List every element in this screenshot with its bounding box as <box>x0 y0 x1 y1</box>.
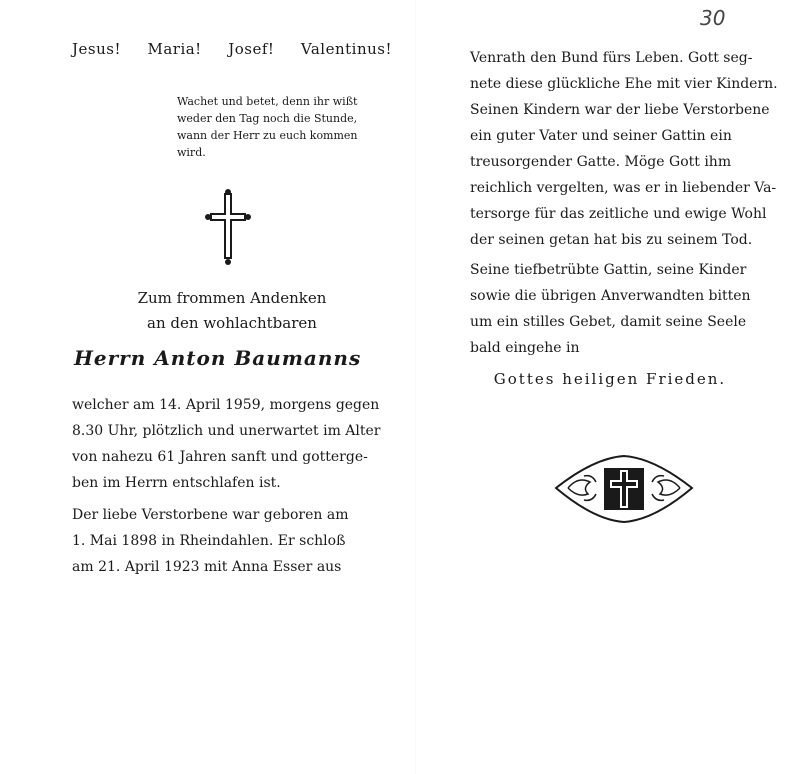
invocation-valentinus: Valentinus! <box>300 40 392 58</box>
cross-icon <box>203 188 253 272</box>
text-line: reichlich vergelten, was er in liebender Va- <box>470 180 777 196</box>
text-line: von nahezu 61 Jahren sanft und gottergе- <box>72 449 368 465</box>
text-line: ben im Herrn entschlafen ist. <box>72 475 281 491</box>
death-paragraph <box>72 392 381 496</box>
family-paragraph <box>470 45 778 253</box>
text-line: um ein stilles Gebet, damit seine Seele <box>470 314 747 330</box>
text-line: ein guter Vater und seiner Gattin ein <box>470 128 732 144</box>
ornamental-cross-icon <box>554 454 694 528</box>
quote-line: weder den Tag noch die Stunde, <box>177 112 358 125</box>
memorial-line: Zum frommen Andenken <box>137 289 327 307</box>
prayer-request-paragraph <box>470 257 751 361</box>
text-line: Seine tiefbetrübte Gattin, seine Kinder <box>470 262 747 278</box>
text-line: welcher am 14. April 1959, morgens gegen <box>72 397 380 413</box>
memorial-line: an den wohlachtbaren <box>147 314 317 332</box>
scripture-quote <box>177 93 387 161</box>
text-line: 8.30 Uhr, plötzlich und unerwartet im Alter <box>72 423 381 439</box>
deceased-name: Herrn Anton Baumanns <box>74 346 362 370</box>
quote-line: wird. <box>177 146 206 159</box>
text-line: nete diese glückliche Ehe mit vier Kindern. <box>470 76 778 92</box>
text-line: 1. Mai 1898 in Rheindahlen. Er schloß <box>72 533 346 549</box>
invocation-header <box>72 40 392 58</box>
closing-line: Gottes heiligen Frieden. <box>493 370 727 388</box>
invocation-maria: Maria! <box>147 40 202 58</box>
text-line: Seinen Kindern war der liebe Verstorbene <box>470 102 770 118</box>
text-line: bald eingehe in <box>470 340 580 356</box>
text-line: treusorgender Gatte. Möge Gott ihm <box>470 154 732 170</box>
text-line: tersorge für das zeitliche und ewige Wohl <box>470 206 767 222</box>
text-line: Venrath den Bund fürs Leben. Gott seg- <box>470 50 753 66</box>
fold-line <box>415 0 416 774</box>
text-line: Der liebe Verstorbene war geboren am <box>72 507 349 523</box>
handwritten-page-number: 30 <box>700 6 726 30</box>
invocation-josef: Josef! <box>228 40 275 58</box>
biography-paragraph <box>72 502 349 580</box>
text-line: sowie die übrigen Anverwandten bitten <box>470 288 751 304</box>
text-line: am 21. April 1923 mit Anna Esser aus <box>72 559 342 575</box>
text-line: der seinen getan hat bis zu seinem Tod. <box>470 232 753 248</box>
quote-line: wann der Herr zu euch kommen <box>177 129 358 142</box>
memorial-intro <box>72 286 392 336</box>
invocation-jesus: Jesus! <box>72 40 121 58</box>
quote-line: Wachet und betet, denn ihr wißt <box>177 95 358 108</box>
